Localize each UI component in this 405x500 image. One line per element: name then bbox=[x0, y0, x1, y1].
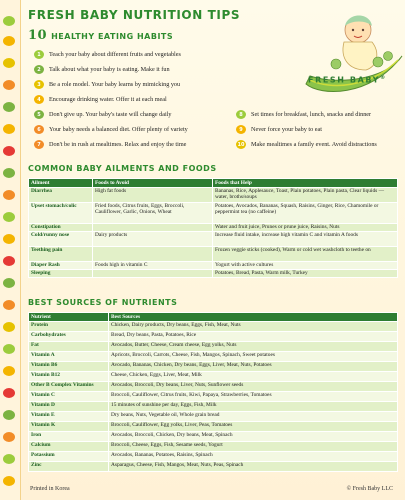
nutrient-sources: Bread, Dry beans, Pasta, Potatoes, Rice bbox=[109, 332, 398, 342]
habit-item bbox=[236, 125, 322, 134]
lemon-icon bbox=[3, 124, 15, 134]
pea-pod-icon: 2 bbox=[34, 65, 44, 74]
registered-mark: ® bbox=[380, 75, 387, 81]
fresh-baby-logo bbox=[300, 0, 405, 118]
nutrient-name: Vitamin C bbox=[29, 392, 109, 402]
foods-to-avoid bbox=[93, 247, 213, 262]
table-row bbox=[29, 262, 398, 270]
foods-that-help: Yogurt with active cultures bbox=[213, 262, 398, 270]
avocado-icon: 5 bbox=[34, 110, 44, 119]
nutrient-sources: Avocados, Butter, Cheese, Cream cheese, Egg yolks, Nuts bbox=[109, 342, 398, 352]
habit-item bbox=[34, 50, 181, 59]
habit-item bbox=[34, 140, 186, 149]
table-row bbox=[29, 342, 398, 352]
table-row bbox=[29, 382, 398, 392]
banana-icon bbox=[3, 58, 15, 68]
nutrient-name: Vitamin B12 bbox=[29, 372, 109, 382]
nutrient-name: Fat bbox=[29, 342, 109, 352]
table-row bbox=[29, 442, 398, 452]
nutrient-name: Vitamin B6 bbox=[29, 362, 109, 372]
orange-icon bbox=[3, 300, 15, 310]
nutrient-sources: 15 minutes of sunshine per day, Eggs, Fish, Milk bbox=[109, 402, 398, 412]
nutrient-sources: Broccoli, Cauliflower, Egg yolks, Liver, Peas, Tomatoes bbox=[109, 422, 398, 432]
banana-icon: 3 bbox=[34, 80, 44, 89]
nutrient-sources: Avocados, Broccoli, Dry beans, Liver, Nuts, Sunflower seeds bbox=[109, 382, 398, 392]
nutrient-name: Vitamin K bbox=[29, 422, 109, 432]
foods-that-help: Frozen veggie sticks (cooked), Warm or cold wet washcloth to teethe on bbox=[213, 247, 398, 262]
habits-heading-label: HEALTHY EATING HABITS bbox=[51, 32, 174, 41]
nutrient-name: Iron bbox=[29, 432, 109, 442]
page-title: FRESH BABY NUTRITION TIPS bbox=[28, 8, 241, 22]
table-header-row bbox=[29, 313, 398, 322]
habit-text: Don't be in rush at mealtimes. Relax and enjoy the time bbox=[49, 141, 187, 148]
column-header: Nutrient bbox=[29, 313, 109, 322]
lemon-icon bbox=[3, 366, 15, 376]
ailment-name: Diarrhea bbox=[29, 188, 93, 203]
table-row bbox=[29, 432, 398, 442]
habit-text: Don't give up. Your baby's taste will change daily bbox=[49, 111, 172, 118]
fruit-border bbox=[0, 0, 21, 500]
table-row bbox=[29, 412, 398, 422]
nutrient-name: Potassium bbox=[29, 452, 109, 462]
table-row bbox=[29, 232, 398, 247]
ailment-name: Upset stomach/colic bbox=[29, 203, 93, 224]
foods-to-avoid bbox=[93, 224, 213, 232]
nutrient-sources: Avocados, Bananas, Potatoes, Raisins, Spinach bbox=[109, 452, 398, 462]
ailment-name: Diaper Rash bbox=[29, 262, 93, 270]
habit-text: Never force your baby to eat bbox=[251, 126, 322, 133]
carrot-icon bbox=[3, 190, 15, 200]
habit-item bbox=[34, 110, 172, 119]
nutrient-name: Calcium bbox=[29, 442, 109, 452]
foods-to-avoid: Fried foods, Citrus fruits, Eggs, Broccoli, Cauliflower, Garlic, Onions, Wheat bbox=[93, 203, 213, 224]
footer-printed-in: Printed in Korea bbox=[30, 486, 70, 492]
habit-text: Talk about what your baby is eating. Make it fun bbox=[49, 66, 170, 73]
habits-heading bbox=[28, 28, 173, 43]
table-row bbox=[29, 188, 398, 203]
ailment-name: Cold/runny nose bbox=[29, 232, 93, 247]
ailment-name: Teething pain bbox=[29, 247, 93, 262]
ailments-heading: COMMON BABY AILMENTS AND FOODS bbox=[28, 164, 217, 173]
habit-text: Teach your baby about different fruits and vegetables bbox=[49, 51, 181, 58]
column-header: Best Sources bbox=[109, 313, 398, 322]
ailment-name: Sleeping bbox=[29, 270, 93, 278]
nutrient-sources: Broccoli, Cauliflower, Citrus fruits, Kiwi, Papaya, Strawberries, Tomatoes bbox=[109, 392, 398, 402]
carrot-icon bbox=[3, 432, 15, 442]
column-header: Foods to Avoid bbox=[93, 179, 213, 188]
nutrient-sources: Chicken, Dairy products, Dry beans, Eggs, Fish, Meat, Nuts bbox=[109, 322, 398, 332]
pear-icon bbox=[3, 16, 15, 26]
nutrient-name: Vitamin D bbox=[29, 402, 109, 412]
footer-copyright: © Fresh Baby LLC bbox=[346, 486, 393, 492]
habit-text: Make mealtimes a family event. Avoid distractions bbox=[251, 141, 377, 148]
nutrients-heading: BEST SOURCES OF NUTRIENTS bbox=[28, 298, 178, 307]
pea-pod-baby-icon bbox=[300, 0, 405, 118]
foods-that-help: Bananas, Rice, Applesauce, Toast, Plain potatoes, Plain pasta, Clear liquids — water, broths/soups bbox=[213, 188, 398, 203]
nutrient-sources: Broccoli, Cheese, Eggs, Fish, Sesame seeds, Yogurt bbox=[109, 442, 398, 452]
nutrient-sources: Avocados, Broccoli, Chicken, Dry beans, Meat, Spinach bbox=[109, 432, 398, 442]
habit-item bbox=[236, 140, 377, 149]
apple-icon bbox=[3, 388, 15, 398]
column-header: Ailment bbox=[29, 179, 93, 188]
banana-icon: 10 bbox=[237, 141, 245, 148]
ailments-table bbox=[28, 178, 398, 278]
logo-name: FRESH BABY bbox=[308, 75, 381, 85]
squash-icon bbox=[3, 234, 15, 244]
table-row bbox=[29, 270, 398, 278]
foods-to-avoid: Foods high in vitamin C bbox=[93, 262, 213, 270]
nutrient-name: Zinc bbox=[29, 462, 109, 472]
habit-item bbox=[34, 65, 170, 74]
table-row bbox=[29, 372, 398, 382]
pea-pod-icon bbox=[3, 102, 15, 112]
table-row bbox=[29, 322, 398, 332]
habit-text: Be a role model. Your baby learns by mimicking you bbox=[49, 81, 181, 88]
squash-icon: 9 bbox=[236, 125, 246, 134]
orange-icon bbox=[3, 80, 15, 90]
lemon-icon: 4 bbox=[34, 95, 44, 104]
habit-text: Your baby needs a balanced diet. Offer plenty of variety bbox=[49, 126, 188, 133]
pea-pod-icon bbox=[3, 278, 15, 288]
nutrient-sources: Dry beans, Nuts, Vegetable oil, Whole grain bread bbox=[109, 412, 398, 422]
pear-icon: 1 bbox=[34, 50, 44, 59]
habit-item bbox=[34, 80, 180, 89]
table-row bbox=[29, 452, 398, 462]
foods-to-avoid bbox=[93, 270, 213, 278]
table-row bbox=[29, 332, 398, 342]
pear-icon bbox=[3, 454, 15, 464]
table-row bbox=[29, 247, 398, 262]
nutrient-sources: Avocado, Bananas, Chicken, Dry beans, Eggs, Liver, Meat, Nuts, Potatoes bbox=[109, 362, 398, 372]
nutrient-name: Other B Complex Vitamins bbox=[29, 382, 109, 392]
table-row bbox=[29, 203, 398, 224]
nutrient-name: Vitamin A bbox=[29, 352, 109, 362]
avocado-icon bbox=[3, 168, 15, 178]
habit-text: Encourage drinking water. Offer it at each meal bbox=[49, 96, 167, 103]
orange-icon: 7 bbox=[34, 140, 44, 149]
nutrient-name: Protein bbox=[29, 322, 109, 332]
banana-icon bbox=[3, 322, 15, 332]
nutrient-name: Carbohydrates bbox=[29, 332, 109, 342]
habits-number: 10 bbox=[28, 28, 48, 43]
pear-icon: 8 bbox=[236, 110, 246, 119]
apple-icon bbox=[3, 146, 15, 156]
nutrient-sources: Asparagus, Cheese, Fish, Mangos, Meat, Nuts, Peas, Spinach bbox=[109, 462, 398, 472]
avocado-icon bbox=[3, 410, 15, 420]
nutrient-name: Vitamin E bbox=[29, 412, 109, 422]
table-header-row bbox=[29, 179, 398, 188]
lemon-icon bbox=[3, 36, 15, 46]
squash-icon: 6 bbox=[34, 125, 44, 134]
foods-that-help: Water and fruit juice, Prunes or prune juice, Raisins, Nuts bbox=[213, 224, 398, 232]
nutrient-sources: Cheese, Chicken, Eggs, Liver, Meat, Milk bbox=[109, 372, 398, 382]
nutrients-table bbox=[28, 312, 398, 472]
habit-text: Set times for breakfast, lunch, snacks and dinner bbox=[251, 111, 372, 118]
table-row bbox=[29, 462, 398, 472]
table-row bbox=[29, 224, 398, 232]
habit-item bbox=[34, 125, 188, 134]
foods-that-help: Potatoes, Avocados, Bananas, Squash, Raisins, Ginger, Rice, Chamomile or peppermint tea (no caffeine) bbox=[213, 203, 398, 224]
table-row bbox=[29, 402, 398, 412]
ailment-name: Constipation bbox=[29, 224, 93, 232]
foods-to-avoid: High fat foods bbox=[93, 188, 213, 203]
lemon-icon bbox=[3, 476, 15, 486]
column-header: Foods that Help bbox=[213, 179, 398, 188]
foods-to-avoid: Dairy products bbox=[93, 232, 213, 247]
strawberry-icon bbox=[3, 256, 15, 266]
table-row bbox=[29, 352, 398, 362]
nutrient-sources: Apricots, Broccoli, Carrots, Cheese, Fish, Mangos, Spinach, Sweet potatoes bbox=[109, 352, 398, 362]
pear-icon bbox=[3, 344, 15, 354]
foods-that-help: Increase fluid intake, increase high vitamin C and vitamin A foods bbox=[213, 232, 398, 247]
logo-text bbox=[308, 75, 387, 85]
table-row bbox=[29, 422, 398, 432]
table-row bbox=[29, 392, 398, 402]
table-row bbox=[29, 362, 398, 372]
pear-icon bbox=[3, 212, 15, 222]
habit-item bbox=[34, 95, 167, 104]
foods-that-help: Potatoes, Bread, Pasta, Warm milk, Turkey bbox=[213, 270, 398, 278]
